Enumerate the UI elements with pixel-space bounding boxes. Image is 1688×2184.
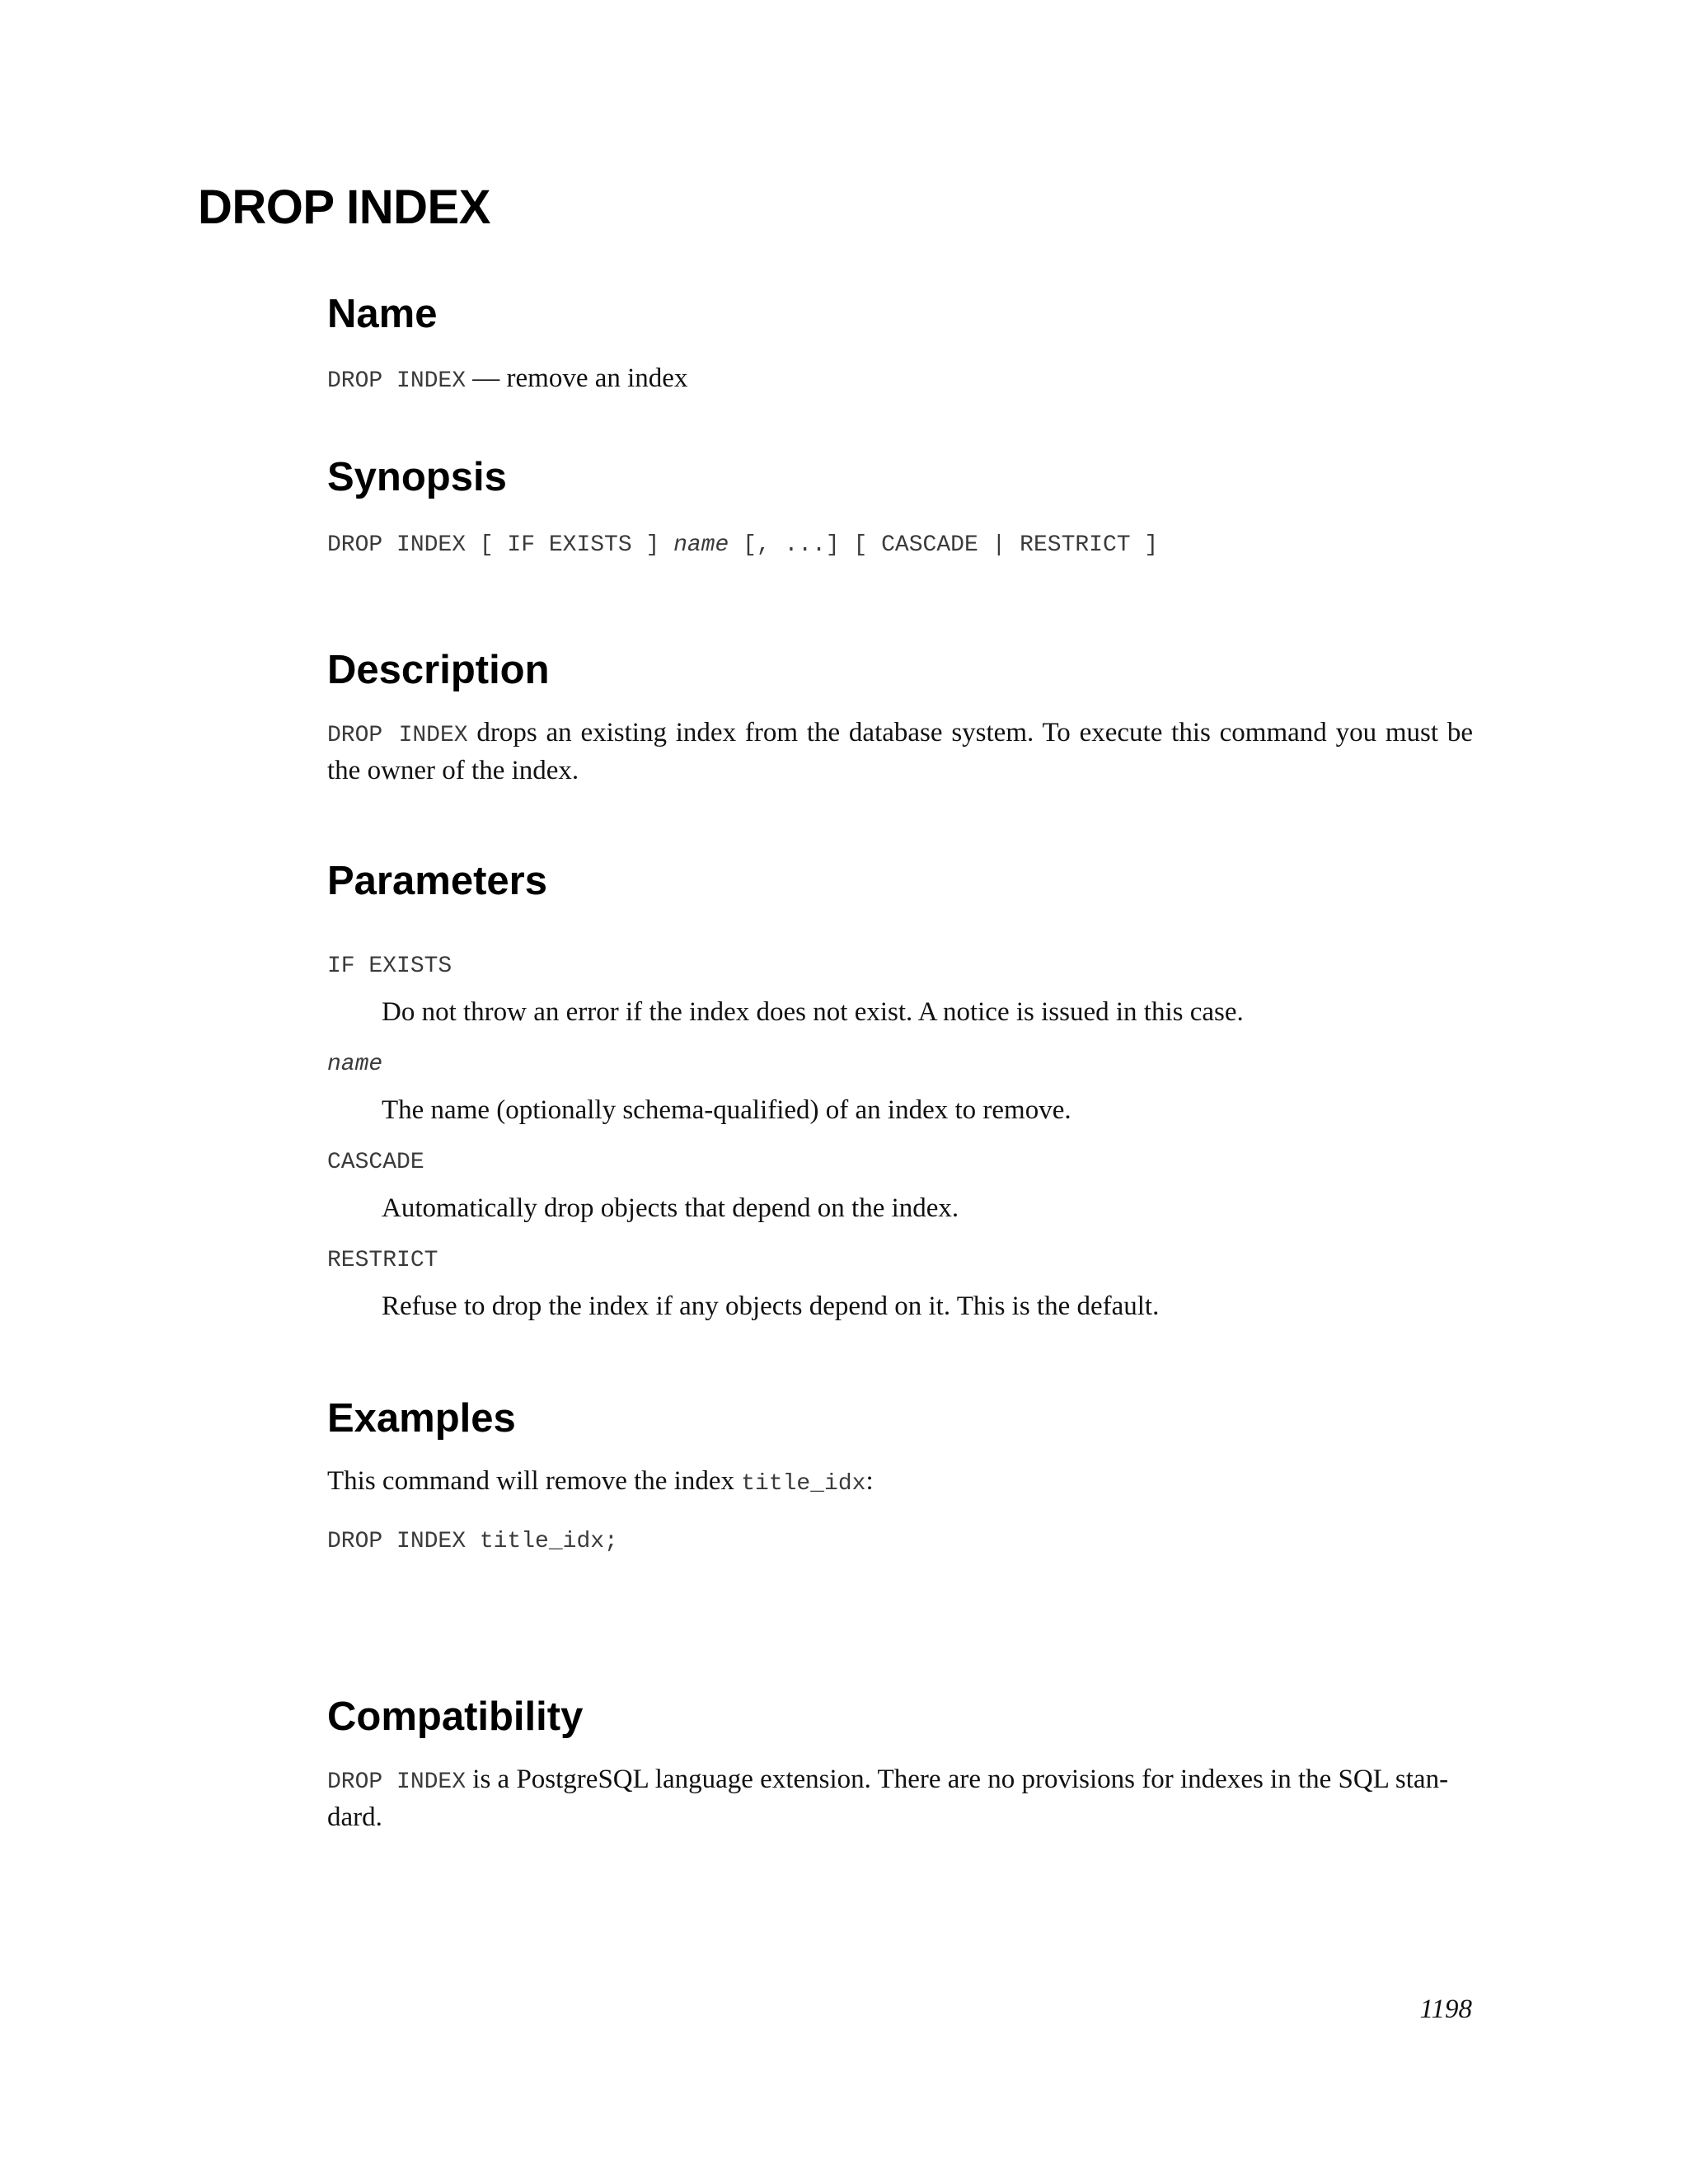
page-number: 1198 (1419, 1994, 1472, 2024)
examples-intro-end: : (865, 1466, 874, 1496)
description-text: drops an existing index from the database system. To execute this command you must be the owner of the index. (327, 718, 1473, 785)
param-definition: The name (optionally schema-qualified) of an index to remove. (382, 1095, 1071, 1125)
param-definition: Refuse to drop the index if any objects depend on it. This is the default. (382, 1291, 1160, 1321)
section-heading-compatibility: Compatibility (327, 1694, 584, 1739)
examples-intro-code: title_idx (741, 1471, 866, 1497)
param-term: IF EXISTS (327, 954, 452, 979)
section-heading-examples: Examples (327, 1396, 516, 1441)
example-code: DROP INDEX title_idx; (327, 1529, 618, 1554)
compatibility-paragraph (327, 1762, 1473, 1835)
name-summary: — remove an index (472, 363, 688, 393)
compatibility-line1: is a PostgreSQL language extension. There are no provisions for indexes in the SQL stan- (466, 1765, 1449, 1794)
description-paragraph (327, 715, 1473, 789)
description-command: DROP INDEX (327, 723, 468, 748)
section-heading-synopsis: Synopsis (327, 455, 507, 499)
section-heading-name: Name (327, 292, 438, 336)
compatibility-command: DROP INDEX (327, 1769, 467, 1795)
param-term: name (327, 1052, 383, 1077)
param-definition: Do not throw an error if the index does not exist. A notice is issued in this case. (382, 997, 1244, 1027)
synopsis-part1: DROP INDEX [ IF EXISTS ] (327, 532, 674, 558)
synopsis-param: name (673, 532, 729, 558)
param-definition: Automatically drop objects that depend on the index. (382, 1193, 959, 1223)
param-term: RESTRICT (327, 1248, 438, 1273)
section-heading-description: Description (327, 648, 550, 692)
synopsis-code (327, 532, 1158, 558)
name-command: DROP INDEX (327, 368, 467, 394)
examples-intro-text: This command will remove the index (327, 1466, 742, 1496)
page-title: DROP INDEX (198, 180, 490, 234)
section-heading-parameters: Parameters (327, 859, 547, 903)
param-term: CASCADE (327, 1150, 424, 1175)
compatibility-line2: dard. (327, 1802, 382, 1832)
name-line (327, 361, 1473, 399)
synopsis-part2: [, ...] [ CASCADE | RESTRICT ] (729, 532, 1159, 558)
examples-intro (327, 1464, 1473, 1502)
